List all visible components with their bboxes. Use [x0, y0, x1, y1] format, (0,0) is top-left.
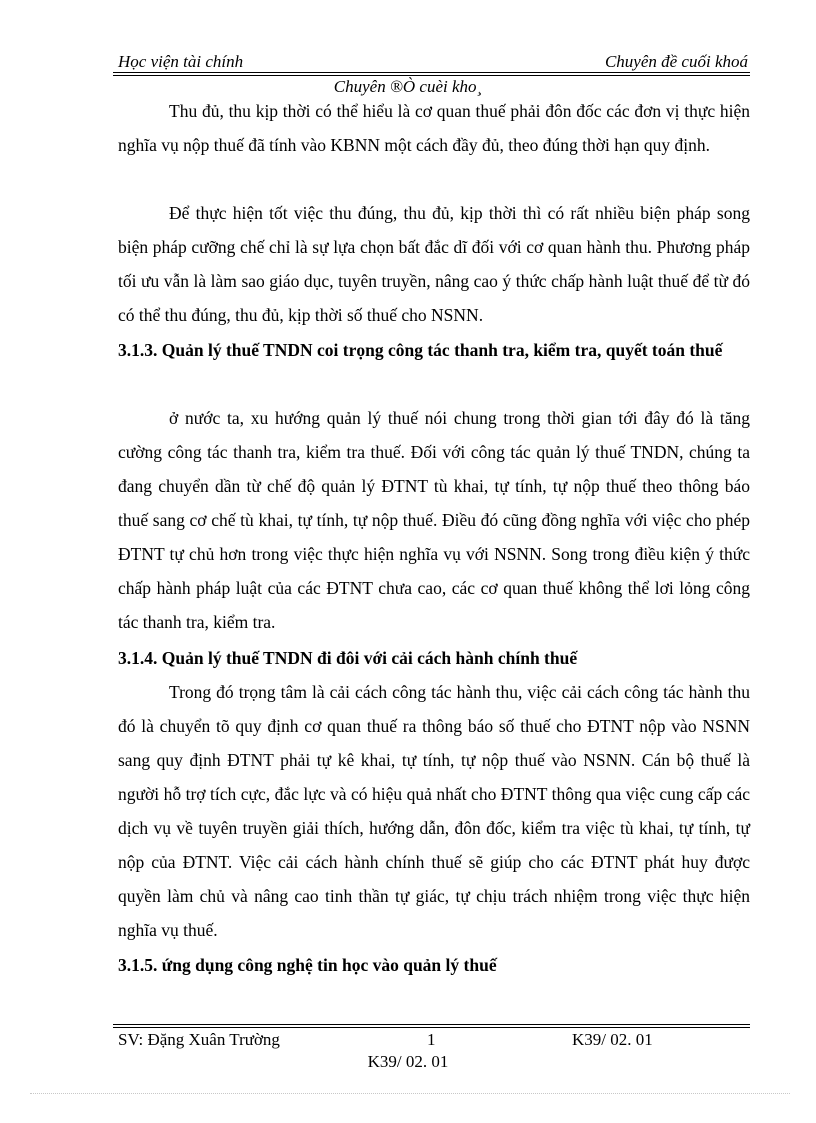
header-divider: [113, 72, 750, 73]
header-divider-second: [113, 75, 750, 76]
page-bottom-dotted-rule: [30, 1093, 790, 1094]
paragraph-3: ở nước ta, xu hướng quản lý thuế nói chung trong thời gian tới đây đó là tăng cường công tác thanh tra, kiểm tra thuế. Đối với công tác quản lý thuế TNDN, chúng ta đang chuyển dần từ chế độ quản lý ĐTNT tù khai, tự tính, tự nộp thuế theo thông báo thuế sang cơ chế tù khai, tự tính, tự nộp thuế. Điều đó cũng đồng nghĩa với việc cho phép ĐTNT tự chủ hơn trong việc thực hiện nghĩa vụ với NSNN. Song trong điều kiện ý thức chấp hành pháp luật của các ĐTNT chưa cao, các cơ quan thuế không thể lơi lỏng công tác thanh tra, kiểm tra.: [118, 408, 750, 632]
page-number: 1: [427, 1030, 436, 1049]
header-title: Chuyên đề cuối khoá: [604, 52, 748, 71]
heading-3-1-4: 3.1.4. Quản lý thuế TNDN đi đôi với cải cách hành chính thuế: [118, 648, 578, 668]
header-garbled-title: Chuyên ®Ò cuèi kho¸: [333, 77, 483, 96]
heading-3-1-3: 3.1.3. Quản lý thuế TNDN coi trọng công tác thanh tra, kiểm tra, quyết toán thuế: [118, 340, 723, 360]
footer-class-repeat: K39/ 02. 01: [367, 1052, 449, 1071]
footer-divider-second: [113, 1027, 750, 1028]
paragraph-4: Trong đó trọng tâm là cải cách công tác hành thu, việc cải cách công tác hành thu đó là chuyển tõ quy định cơ quan thuế ra thông báo số thuế cho ĐTNT nộp vào NSNN sang quy định ĐTNT phải tự kê khai, tự tính, tự nộp thuế vào NSNN. Cán bộ thuế là người hỗ trợ tích cực, đắc lực và có hiệu quả nhất cho ĐTNT thông qua việc cung cấp các dịch vụ về tuyên truyền giải thích, hướng dẫn, đôn đốc, kiểm tra việc tù khai, tự tính, tự nộp của ĐTNT. Việc cải cách hành chính thuế sẽ giúp cho các ĐTNT phát huy được quyền làm chủ và nâng cao tinh thần tự giác, tự chịu trách nhiệm trong việc thực hiện nghĩa vụ thuế.: [118, 682, 750, 940]
footer-divider: [113, 1024, 750, 1025]
header-institution: Học viện tài chính: [118, 52, 244, 71]
footer-student: SV: Đặng Xuân Trường: [118, 1030, 280, 1049]
footer-class: K39/ 02. 01: [572, 1030, 653, 1049]
paragraph-2: Để thực hiện tốt việc thu đúng, thu đủ, kịp thời thì có rất nhiều biện pháp song biện pháp cưỡng chế chỉ là sự lựa chọn bất đắc dĩ đối với cơ quan hành thu. Phương pháp tối ưu vẫn là làm sao giáo dục, tuyên truyền, nâng cao ý thức chấp hành luật thuế để từ đó có thể thu đúng, thu đủ, kịp thời số thuế cho NSNN.: [118, 203, 750, 325]
heading-3-1-5: 3.1.5. ứng dụng công nghệ tin học vào quản lý thuế: [118, 955, 497, 975]
paragraph-1: Thu đủ, thu kịp thời có thể hiểu là cơ quan thuế phải đôn đốc các đơn vị thực hiện nghĩa vụ nộp thuế đã tính vào KBNN một cách đầy đủ, theo đúng thời hạn quy định.: [118, 101, 750, 155]
